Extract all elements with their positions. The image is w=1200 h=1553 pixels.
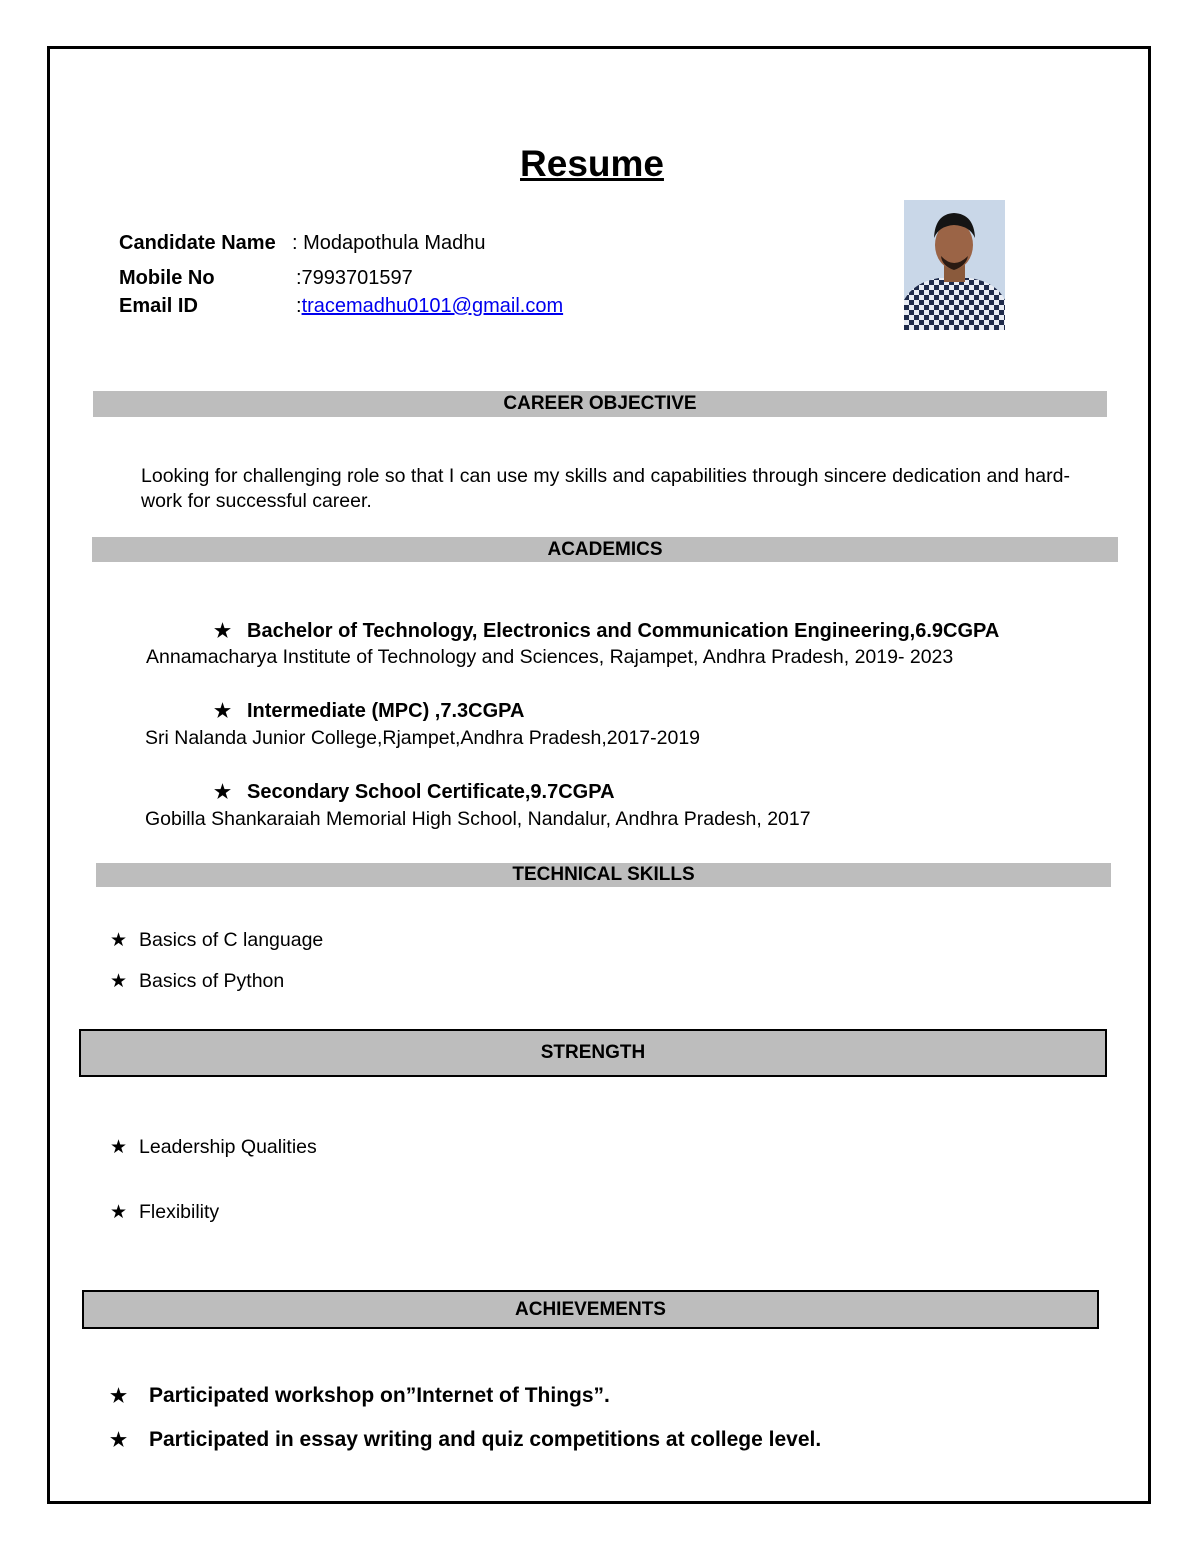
candidate-name-value: : Modapothula Madhu — [292, 232, 486, 254]
email-label: Email ID — [119, 295, 198, 317]
strength-item: ★ Leadership Qualities — [110, 1136, 317, 1158]
email-colon: : — [296, 295, 302, 317]
achievement-item: ★ Participated workshop on”Internet of Things”. — [110, 1384, 610, 1407]
section-header-career-objective: CAREER OBJECTIVE — [93, 391, 1107, 417]
skill-item: ★ Basics of Python — [110, 970, 285, 992]
achievement-item: ★ Participated in essay writing and quiz competitions at college level. — [110, 1428, 822, 1451]
strength-item: ★ Flexibility — [110, 1201, 220, 1223]
section-header-academics: ACADEMICS — [92, 537, 1118, 562]
mobile-label: Mobile No — [119, 267, 215, 289]
star-bullet-icon: ★ — [110, 930, 128, 951]
mobile-value: :7993701597 — [296, 267, 413, 289]
star-bullet-icon: ★ — [110, 1386, 128, 1407]
skill-item: ★ Basics of C language — [110, 929, 324, 951]
star-bullet-icon: ★ — [110, 1430, 128, 1451]
star-bullet-icon: ★ — [110, 1137, 128, 1158]
academic-institution: Sri Nalanda Junior College,Rjampet,Andhra Pradesh,2017-2019 — [145, 727, 701, 749]
email-row — [296, 295, 563, 318]
section-header-strength: STRENGTH — [79, 1029, 1107, 1077]
candidate-name-label: Candidate Name — [119, 232, 276, 254]
email-link[interactable]: tracemadhu0101@gmail.com — [301, 295, 564, 317]
academic-degree: ★ Intermediate (MPC) ,7.3CGPA — [214, 700, 525, 722]
section-header-achievements: ACHIEVEMENTS — [82, 1290, 1099, 1329]
star-bullet-icon: ★ — [214, 782, 232, 803]
star-bullet-icon: ★ — [214, 621, 232, 642]
academic-institution: Gobilla Shankaraiah Memorial High School, Nandalur, Andhra Pradesh, 2017 — [145, 808, 811, 830]
page-title: Resume — [520, 143, 664, 184]
academic-degree: ★ Secondary School Certificate,9.7CGPA — [214, 781, 615, 803]
candidate-photo — [904, 200, 1005, 330]
section-header-technical-skills: TECHNICAL SKILLS — [96, 863, 1111, 887]
star-bullet-icon: ★ — [110, 1202, 128, 1223]
star-bullet-icon: ★ — [110, 971, 128, 992]
academic-degree: ★ Bachelor of Technology, Electronics and Communication Engineering,6.9CGPA — [214, 620, 1000, 642]
star-bullet-icon: ★ — [214, 701, 232, 722]
career-objective-text: Looking for challenging role so that I can use my skills and capabilities through sincere dedication and hard-work for successful career. — [141, 465, 1070, 512]
academic-institution: Annamacharya Institute of Technology and Sciences, Rajampet, Andhra Pradesh, 2019- 2023 — [146, 646, 954, 668]
